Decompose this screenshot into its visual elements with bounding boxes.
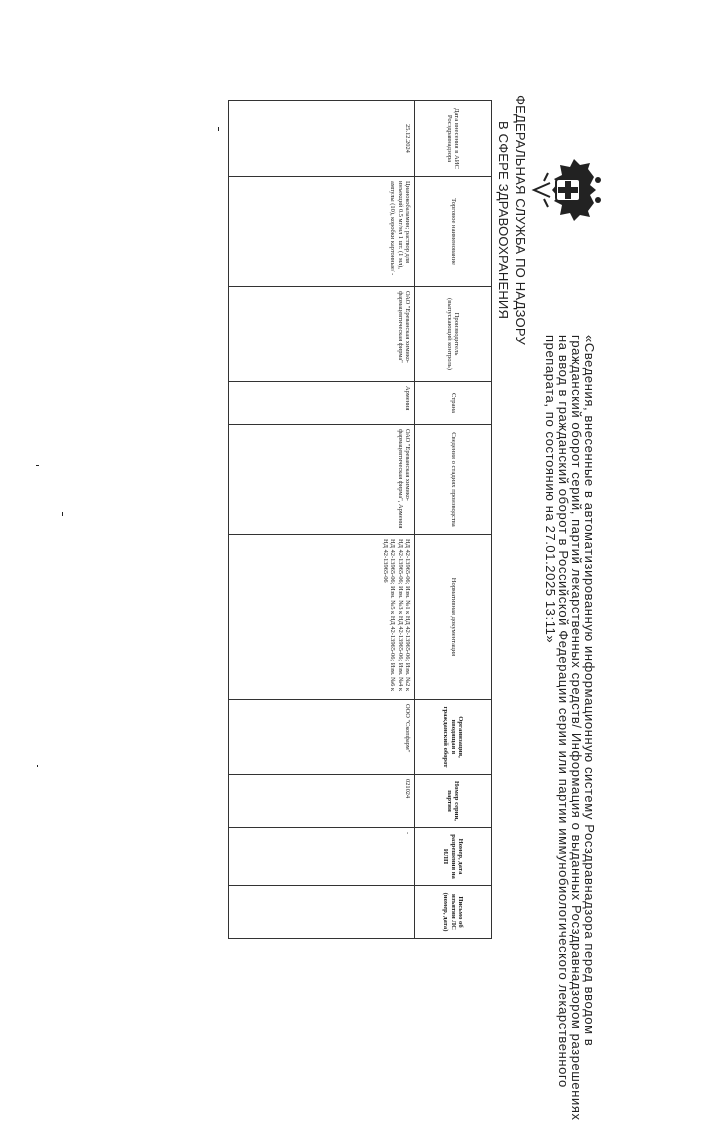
scan-speck [37,765,38,767]
table-row [229,101,415,939]
col-header-permit: Номер, дата разрешения на ИЛП [415,828,492,886]
cell-manufacturer: ОАО "Ереванская химико-фармацевтическая фирма" [229,287,415,382]
cell-trade-name: Цианокобаламин; раствор для инъекций 0.5 мг/мл 1 шт. (1 мл), ампулы (10), коробки картонные/ - [229,177,415,287]
scan-speck [62,512,63,516]
col-header-date: Дата внесения в АИС Росздравнадзора [415,101,492,177]
cell-organization: ООО "Скопфарм" [229,700,415,775]
table-header-row [415,101,492,939]
col-header-withdrawal: Письмо об изъятии ЛС (номер, дата) [415,886,492,939]
document-heading [543,335,597,1121]
col-header-manufacturer: Производитель (выпускающий контроль) [415,287,492,382]
cell-withdrawal-letter [229,886,415,939]
col-header-batch: Номер серии, партии [415,775,492,828]
col-header-stages: Сведения о стадиях производства [415,425,492,535]
cell-normative-doc: НД 42-13965-06; Изм. №1 к НД 42-13965-06; Изм. №2 к НД 42-13965-06; Изм. №3 к НД 42-13965-06; Изм. №4 к НД 42-13965-06; Изм. №5 к НД 42-13965-06; Изм. №6 к НД 42-13965-06 [229,535,415,700]
col-header-organization: Организация, вводящая в гражданский оборот [415,700,492,775]
col-header-country: Страна [415,382,492,425]
agency-name-line2: В СФЕРЕ ЗДРАВООХРАНЕНИЯ [496,120,511,320]
agency-name [495,90,529,350]
heading-line2: гражданский оборот серий, партий лекарственных средств/ Информация о выданных Росздравнадзором разрешениях [569,335,584,1121]
cell-country: Армения [229,382,415,425]
heading-line1: «Сведения, внесенные в автоматизированную информационную систему Росздравнадзора перед вводом в [582,335,597,1047]
scan-speck [218,127,219,131]
heading-line3: на ввод в гражданский оборот в Российской Федерации серии или партии иммунобиологического лекарственного [556,335,571,1088]
cell-stages: ОАО "Ереванская химико-фармацевтическая фирма", Армения [229,425,415,535]
col-header-normative-doc: Нормативная документация [415,535,492,700]
heading-line4: препарата, по состоянию на 27.01.2025 13:11» [543,335,558,644]
cell-batch-number: 021024 [229,775,415,828]
registry-table [228,100,492,939]
col-header-trade-name: Торговое наименование [415,177,492,287]
cell-permit: - [229,828,415,886]
eagle-emblem-icon [524,155,604,225]
scan-speck [36,465,39,466]
agency-name-line1: ФЕДЕРАЛЬНАЯ СЛУЖБА ПО НАДЗОРУ [513,95,528,345]
cell-date: 25.12.2024 [229,101,415,177]
